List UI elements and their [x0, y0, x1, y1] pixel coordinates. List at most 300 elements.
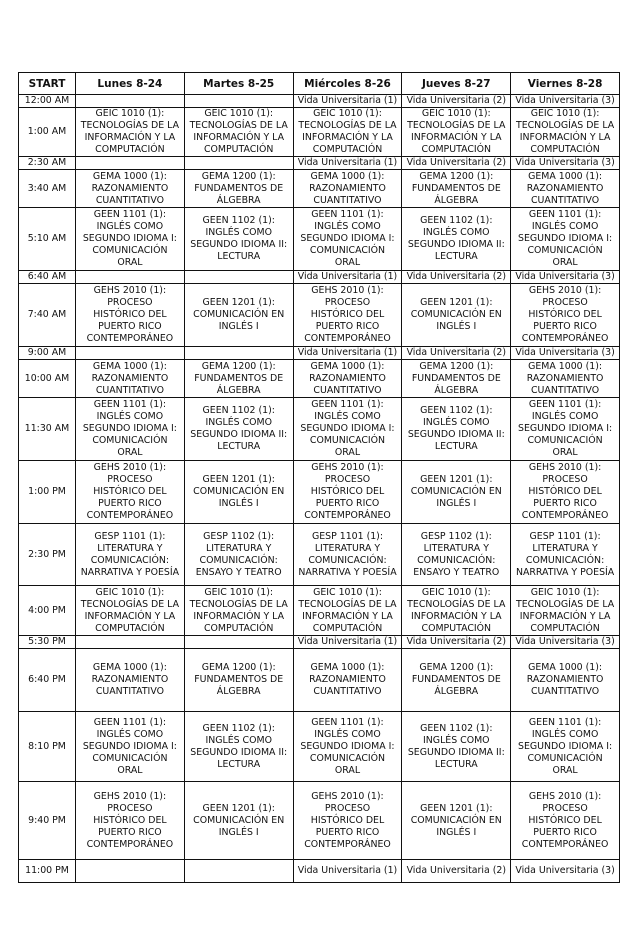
course-line: COMPUTACIÓN — [530, 144, 600, 155]
course-line: CUANTITATIVO — [531, 384, 600, 396]
course-cell — [184, 712, 293, 782]
course-line: INGLÉS COMO — [96, 221, 164, 232]
course-line: TECNOLOGÍAS DE LA — [515, 120, 615, 131]
course-line: GEHS 2010 (1): — [311, 790, 384, 802]
course-line: ÁLGEBRA — [216, 384, 261, 396]
course-line: PROCESO — [542, 297, 588, 308]
course-line: COMUNICACIÓN — [92, 245, 168, 256]
course-line: GEHS 2010 (1): — [528, 790, 602, 802]
course-line: CUANTITATIVO — [531, 194, 600, 206]
course-cell — [511, 170, 620, 208]
course-line: COMUNICACIÓN — [527, 752, 603, 764]
course-line: COMUNICACIÓN: — [199, 554, 278, 566]
course-cell — [402, 208, 511, 271]
course-cell — [293, 461, 402, 524]
course-line: GEEN 1201 (1): — [420, 474, 493, 485]
course-line: ORAL — [334, 447, 361, 458]
course-line: CONTEMPORÁNEO — [304, 838, 391, 850]
empty-cell — [76, 860, 185, 883]
course-line: COMPUTACIÓN — [203, 144, 274, 155]
course-line: INFORMACIÓN Y LA — [84, 132, 176, 143]
course-line: GEIC 1010 (1): — [313, 586, 382, 598]
course-cell — [293, 398, 402, 461]
course-line: INGLÉS I — [436, 498, 477, 509]
time-cell: 4:00 PM — [19, 586, 76, 636]
course-line: ORAL — [334, 257, 361, 268]
course-cell — [293, 712, 402, 782]
course-line: RAZONAMIENTO — [91, 674, 169, 685]
course-line: GEIC 1010 (1): — [204, 586, 274, 598]
course-cell — [402, 586, 511, 636]
course-line: GEMA 1000 (1): — [92, 170, 167, 182]
empty-cell — [184, 157, 293, 170]
time-cell: 11:30 AM — [19, 398, 76, 461]
course-line: CUANTITATIVO — [313, 384, 382, 396]
course-cell — [76, 649, 185, 712]
course-line: GEEN 1102 (1): — [202, 722, 275, 734]
time-row — [19, 170, 620, 208]
course-line: GEIC 1010 (1): — [421, 586, 491, 598]
course-cell — [402, 170, 511, 208]
course-cell — [293, 524, 402, 586]
course-line: LECTURA — [434, 441, 478, 452]
event-cell: Vida Universitaria (3) — [511, 636, 620, 649]
course-line: COMPUTACIÓN — [530, 622, 600, 634]
course-line: GEMA 1200 (1): — [419, 170, 494, 182]
course-line: COMUNICACIÓN: — [90, 554, 170, 566]
time-cell: 9:40 PM — [19, 782, 76, 860]
course-line: INFORMACIÓN Y LA — [193, 132, 285, 143]
time-cell: 6:40 PM — [19, 649, 76, 712]
time-cell: 11:00 PM — [19, 860, 76, 883]
course-line: SEGUNDO IDIOMA II: — [407, 429, 505, 440]
time-cell: 5:10 AM — [19, 208, 76, 271]
course-line: LITERATURA Y — [423, 542, 489, 554]
course-line: COMUNICACIÓN — [309, 752, 386, 764]
course-line: GEHS 2010 (1): — [93, 462, 167, 473]
course-line: FUNDAMENTOS DE — [411, 372, 501, 384]
course-line: GEIC 1010 (1): — [95, 586, 165, 598]
course-line: CUANTITATIVO — [531, 686, 600, 697]
course-cell — [76, 461, 185, 524]
course-line: INGLÉS COMO — [423, 417, 490, 428]
course-line: PROCESO — [324, 297, 371, 308]
course-line: GEMA 1000 (1): — [310, 360, 385, 372]
empty-cell — [184, 860, 293, 883]
course-cell — [184, 398, 293, 461]
time-row — [19, 95, 620, 108]
time-row — [19, 284, 620, 347]
course-line: PROCESO — [107, 474, 153, 485]
course-line: GEEN 1201 (1): — [202, 297, 275, 308]
empty-cell — [76, 95, 185, 108]
course-line: COMUNICACIÓN EN — [193, 309, 285, 320]
course-line: INGLÉS I — [218, 826, 259, 838]
course-cell — [184, 360, 293, 398]
course-line: RAZONAMIENTO — [309, 372, 386, 384]
course-cell — [293, 586, 402, 636]
course-line: GEMA 1000 (1): — [310, 662, 385, 673]
course-cell — [511, 712, 620, 782]
course-cell — [184, 461, 293, 524]
course-line: ORAL — [117, 447, 143, 458]
course-line: PUERTO RICO — [98, 826, 162, 838]
course-line: ENSAYO Y TEATRO — [413, 566, 500, 578]
course-line: COMUNICACIÓN — [92, 435, 168, 446]
course-line: COMPUTACIÓN — [203, 622, 274, 634]
course-line: HISTÓRICO DEL — [528, 309, 602, 320]
course-line: SEGUNDO IDIOMA II: — [190, 429, 288, 440]
event-cell: Vida Universitaria (2) — [402, 636, 511, 649]
time-cell: 1:00 AM — [19, 108, 76, 157]
event-cell: Vida Universitaria (3) — [511, 271, 620, 284]
time-cell: 9:00 AM — [19, 347, 76, 360]
course-line: COMUNICACIÓN: — [417, 554, 496, 566]
course-line: PROCESO — [324, 802, 371, 814]
event-cell: Vida Universitaria (2) — [402, 157, 511, 170]
time-row — [19, 712, 620, 782]
course-line: SEGUNDO IDIOMA I: — [82, 423, 177, 434]
course-line: INGLÉS COMO — [314, 728, 381, 740]
course-cell — [293, 108, 402, 157]
time-row — [19, 398, 620, 461]
time-cell: 5:30 PM — [19, 636, 76, 649]
event-cell: Vida Universitaria (1) — [293, 636, 402, 649]
course-line: SEGUNDO IDIOMA I: — [518, 233, 613, 244]
course-line: RAZONAMIENTO — [309, 182, 386, 194]
course-line: HISTÓRICO DEL — [528, 486, 602, 497]
course-line: INGLÉS COMO — [531, 221, 599, 232]
course-cell — [511, 398, 620, 461]
course-line: CONTEMPORÁNEO — [86, 838, 174, 850]
course-line: PUERTO RICO — [533, 498, 597, 509]
course-line: GEEN 1102 (1): — [202, 405, 275, 416]
course-line: COMUNICACIÓN EN — [193, 814, 285, 826]
course-line: GEMA 1200 (1): — [419, 662, 494, 673]
course-line: ORAL — [552, 764, 578, 776]
course-line: COMUNICACIÓN — [309, 435, 386, 446]
course-line: TECNOLOGÍAS DE LA — [189, 120, 288, 131]
course-line: TECNOLOGÍAS DE LA — [298, 120, 397, 131]
course-line: CUANTITATIVO — [313, 686, 382, 697]
course-line: GEEN 1102 (1): — [202, 215, 275, 226]
course-line: GEEN 1201 (1): — [202, 474, 275, 485]
course-line: TECNOLOGÍAS DE LA — [80, 598, 179, 610]
course-line: SEGUNDO IDIOMA I: — [518, 423, 613, 434]
course-line: SEGUNDO IDIOMA II: — [190, 239, 288, 250]
course-cell — [511, 649, 620, 712]
course-line: GESP 1101 (1): — [529, 530, 601, 542]
course-line: PROCESO — [324, 474, 371, 485]
time-row — [19, 524, 620, 586]
header-day: Miércoles 8-26 — [293, 73, 402, 95]
course-line: CONTEMPORÁNEO — [304, 510, 391, 521]
course-cell — [511, 782, 620, 860]
course-cell — [76, 398, 185, 461]
course-cell — [511, 208, 620, 271]
course-line: ORAL — [117, 764, 143, 776]
course-line: FUNDAMENTOS DE — [411, 674, 501, 685]
course-line: FUNDAMENTOS DE — [194, 674, 284, 685]
course-line: INGLÉS COMO — [423, 227, 490, 238]
course-cell — [402, 524, 511, 586]
course-line: GEIC 1010 (1): — [421, 108, 491, 119]
event-cell: Vida Universitaria (1) — [293, 271, 402, 284]
event-cell: Vida Universitaria (1) — [293, 347, 402, 360]
course-line: PROCESO — [107, 297, 153, 308]
course-line: GESP 1101 (1): — [311, 530, 384, 542]
course-cell — [184, 170, 293, 208]
course-line: LITERATURA Y — [314, 542, 381, 554]
course-line: FUNDAMENTOS DE — [194, 182, 284, 194]
course-line: GEEN 1101 (1): — [93, 209, 167, 220]
empty-cell — [184, 347, 293, 360]
time-cell: 10:00 AM — [19, 360, 76, 398]
course-line: TECNOLOGÍAS DE LA — [407, 598, 506, 610]
course-line: TECNOLOGÍAS DE LA — [407, 120, 506, 131]
time-cell: 1:00 PM — [19, 461, 76, 524]
course-line: GEMA 1200 (1): — [201, 662, 276, 673]
course-line: FUNDAMENTOS DE — [411, 182, 501, 194]
header-day: Jueves 8-27 — [402, 73, 511, 95]
time-cell: 12:00 AM — [19, 95, 76, 108]
event-cell: Vida Universitaria (2) — [402, 95, 511, 108]
course-line: INGLÉS COMO — [314, 221, 381, 232]
course-line: SEGUNDO IDIOMA I: — [82, 233, 177, 244]
course-line: INGLÉS COMO — [96, 411, 164, 422]
empty-cell — [76, 636, 185, 649]
course-line: GEMA 1000 (1): — [528, 170, 603, 182]
course-line: SEGUNDO IDIOMA I: — [82, 740, 177, 752]
course-line: GESP 1102 (1): — [203, 530, 275, 542]
course-line: GEIC 1010 (1): — [313, 108, 382, 119]
course-cell — [293, 649, 402, 712]
course-cell — [184, 284, 293, 347]
course-line: SEGUNDO IDIOMA I: — [300, 423, 395, 434]
course-line: INFORMACIÓN Y LA — [519, 132, 611, 143]
course-cell — [511, 284, 620, 347]
course-line: SEGUNDO IDIOMA I: — [300, 233, 395, 244]
course-cell — [402, 782, 511, 860]
header-day: Viernes 8-28 — [511, 73, 620, 95]
course-line: GEHS 2010 (1): — [93, 790, 167, 802]
course-line: INGLÉS COMO — [531, 728, 599, 740]
course-line: COMUNICACIÓN — [309, 245, 386, 256]
course-line: GEEN 1102 (1): — [420, 215, 493, 226]
time-cell: 3:40 AM — [19, 170, 76, 208]
course-cell — [184, 108, 293, 157]
course-cell — [76, 108, 185, 157]
time-row — [19, 360, 620, 398]
course-line: LITERATURA Y — [206, 542, 272, 554]
course-line: TECNOLOGÍAS DE LA — [80, 120, 179, 131]
course-line: ORAL — [552, 257, 578, 268]
course-cell — [402, 461, 511, 524]
course-line: INGLÉS COMO — [205, 417, 272, 428]
course-line: COMUNICACIÓN EN — [410, 309, 502, 320]
course-line: NARRATIVA Y POESÍA — [515, 566, 615, 578]
time-row — [19, 860, 620, 883]
header-day: Martes 8-25 — [184, 73, 293, 95]
course-cell — [76, 782, 185, 860]
course-line: GEMA 1000 (1): — [528, 662, 603, 673]
course-line: CONTEMPORÁNEO — [521, 510, 609, 521]
time-row — [19, 636, 620, 649]
time-row — [19, 782, 620, 860]
course-line: TECNOLOGÍAS DE LA — [189, 598, 288, 610]
course-line: GEEN 1101 (1): — [528, 716, 602, 728]
event-cell: Vida Universitaria (2) — [402, 271, 511, 284]
course-line: COMPUTACIÓN — [312, 144, 383, 155]
course-line: HISTÓRICO DEL — [310, 486, 385, 497]
course-line: CONTEMPORÁNEO — [304, 333, 391, 344]
course-line: INGLÉS COMO — [96, 728, 164, 740]
course-line: HISTÓRICO DEL — [310, 814, 385, 826]
course-line: FUNDAMENTOS DE — [194, 372, 284, 384]
course-line: COMUNICACIÓN — [92, 752, 168, 764]
course-cell — [184, 524, 293, 586]
event-cell: Vida Universitaria (2) — [402, 347, 511, 360]
course-cell — [511, 461, 620, 524]
course-line: LECTURA — [217, 251, 261, 262]
empty-cell — [184, 636, 293, 649]
course-line: CONTEMPORÁNEO — [86, 510, 174, 521]
course-line: SEGUNDO IDIOMA II: — [190, 746, 288, 758]
course-line: LITERATURA Y — [532, 542, 598, 554]
course-line: GEEN 1101 (1): — [528, 399, 602, 410]
course-line: ÁLGEBRA — [434, 194, 479, 206]
course-line: SEGUNDO IDIOMA I: — [518, 740, 613, 752]
course-line: GEHS 2010 (1): — [311, 462, 384, 473]
time-row — [19, 649, 620, 712]
course-line: COMPUTACIÓN — [95, 622, 165, 634]
empty-cell — [184, 95, 293, 108]
course-line: PUERTO RICO — [315, 826, 380, 838]
course-line: COMUNICACIÓN EN — [410, 814, 502, 826]
course-line: NARRATIVA Y POESÍA — [298, 566, 397, 578]
time-cell: 7:40 AM — [19, 284, 76, 347]
course-cell — [511, 524, 620, 586]
course-line: INGLÉS I — [436, 826, 477, 838]
course-line: COMUNICACIÓN — [527, 435, 603, 446]
course-cell — [76, 360, 185, 398]
course-line: LECTURA — [434, 251, 478, 262]
event-cell: Vida Universitaria (3) — [511, 95, 620, 108]
course-line: COMPUTACIÓN — [421, 622, 492, 634]
schedule-body — [19, 95, 620, 883]
course-line: LITERATURA Y — [97, 542, 163, 554]
event-cell: Vida Universitaria (1) — [293, 95, 402, 108]
course-line: NARRATIVA Y POESÍA — [80, 566, 180, 578]
course-line: INGLÉS COMO — [531, 411, 599, 422]
course-line: SEGUNDO IDIOMA II: — [407, 239, 505, 250]
course-line: GEMA 1000 (1): — [310, 170, 385, 182]
course-line: COMUNICACIÓN EN — [193, 486, 285, 497]
course-cell — [402, 398, 511, 461]
course-line: GEHS 2010 (1): — [311, 285, 384, 296]
course-line: PUERTO RICO — [533, 826, 597, 838]
course-cell — [293, 208, 402, 271]
course-line: GESP 1102 (1): — [420, 530, 492, 542]
course-line: INFORMACIÓN Y LA — [519, 610, 611, 622]
course-line: HISTÓRICO DEL — [310, 309, 385, 320]
course-line: GEEN 1101 (1): — [311, 716, 384, 728]
course-line: GEHS 2010 (1): — [93, 285, 167, 296]
course-line: RAZONAMIENTO — [309, 674, 386, 685]
course-line: PUERTO RICO — [98, 498, 162, 509]
course-line: COMPUTACIÓN — [312, 622, 383, 634]
header-start: START — [19, 73, 76, 95]
course-line: HISTÓRICO DEL — [93, 814, 167, 826]
header-row — [19, 73, 620, 95]
course-line: PROCESO — [542, 802, 588, 814]
course-line: ORAL — [334, 764, 361, 776]
time-cell: 2:30 AM — [19, 157, 76, 170]
course-line: LECTURA — [217, 441, 261, 452]
course-line: GESP 1101 (1): — [94, 530, 166, 542]
course-cell — [184, 208, 293, 271]
course-cell — [402, 360, 511, 398]
course-cell — [76, 208, 185, 271]
course-cell — [184, 782, 293, 860]
event-cell: Vida Universitaria (2) — [402, 860, 511, 883]
course-line: INFORMACIÓN Y LA — [84, 610, 176, 622]
course-line: GEEN 1102 (1): — [420, 405, 493, 416]
course-line: LECTURA — [434, 758, 478, 770]
course-line: CUANTITATIVO — [95, 384, 164, 396]
course-cell — [76, 712, 185, 782]
course-line: ÁLGEBRA — [434, 686, 479, 697]
course-cell — [76, 284, 185, 347]
course-line: PROCESO — [542, 474, 588, 485]
course-line: HISTÓRICO DEL — [528, 814, 602, 826]
course-cell — [293, 170, 402, 208]
course-line: GEMA 1200 (1): — [201, 170, 276, 182]
course-cell — [511, 586, 620, 636]
course-line: GEIC 1010 (1): — [530, 108, 600, 119]
course-cell — [184, 649, 293, 712]
empty-cell — [76, 157, 185, 170]
course-line: RAZONAMIENTO — [91, 372, 169, 384]
course-cell — [402, 284, 511, 347]
course-line: GEEN 1101 (1): — [528, 209, 602, 220]
course-line: GEMA 1000 (1): — [92, 360, 167, 372]
course-cell — [402, 712, 511, 782]
course-line: GEIC 1010 (1): — [95, 108, 165, 119]
time-cell: 6:40 AM — [19, 271, 76, 284]
course-line: GEMA 1200 (1): — [419, 360, 494, 372]
time-row — [19, 347, 620, 360]
course-line: RAZONAMIENTO — [526, 674, 604, 685]
course-line: COMUNICACIÓN EN — [410, 486, 502, 497]
course-line: INGLÉS COMO — [314, 411, 381, 422]
course-line: COMUNICACIÓN: — [308, 554, 387, 566]
course-line: CONTEMPORÁNEO — [521, 838, 609, 850]
course-cell — [293, 360, 402, 398]
course-line: INGLÉS COMO — [205, 734, 272, 746]
course-line: GEHS 2010 (1): — [528, 462, 602, 473]
course-cell — [511, 108, 620, 157]
course-line: INFORMACIÓN Y LA — [410, 132, 502, 143]
course-line: INFORMACIÓN Y LA — [193, 610, 285, 622]
course-line: ORAL — [552, 447, 578, 458]
time-row — [19, 108, 620, 157]
course-line: COMUNICACIÓN: — [525, 554, 605, 566]
course-cell — [184, 586, 293, 636]
course-line: PUERTO RICO — [315, 321, 380, 332]
course-line: GEEN 1201 (1): — [202, 802, 275, 814]
course-line: ÁLGEBRA — [216, 686, 261, 697]
